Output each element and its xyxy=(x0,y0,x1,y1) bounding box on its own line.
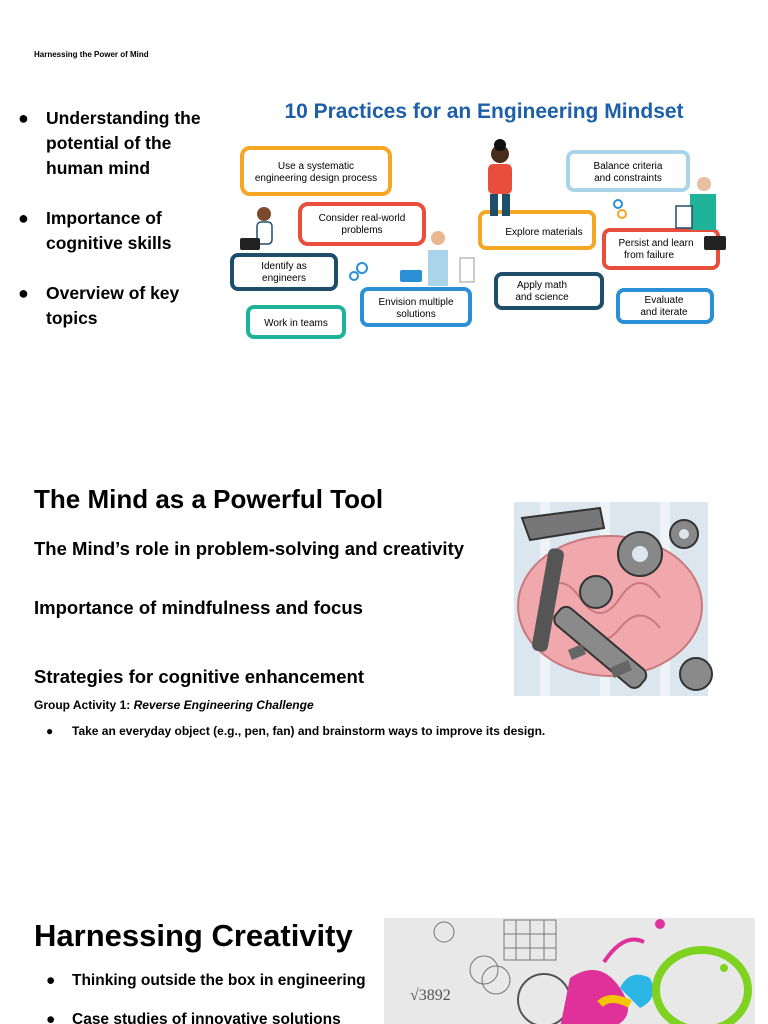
list-item: ● Case studies of innovative solutions xyxy=(46,1011,341,1024)
list-item: ● Understanding the potential of the human mind xyxy=(18,108,201,178)
bullet-icon: ● xyxy=(18,108,29,128)
practice-label: Identify as engineers xyxy=(261,261,307,284)
practice-label: Envision multiple solutions xyxy=(378,297,454,320)
document-header: Harnessing the Power of Mind xyxy=(34,50,149,59)
creativity-illustration xyxy=(384,918,755,1024)
practice-label: Work in teams xyxy=(264,318,328,329)
bullet-icon: ● xyxy=(46,972,56,989)
practice-label: Consider real-world problems xyxy=(318,213,406,236)
intro-bullet-list xyxy=(18,106,228,356)
bullet-icon: ● xyxy=(18,283,29,303)
list-item: ● Importance of cognitive skills xyxy=(18,208,172,253)
practice-label: Use a systematic engineering design process xyxy=(254,161,378,184)
section-subtitle: Importance of mindfulness and focus xyxy=(34,597,363,618)
engineer-illustration-2 xyxy=(488,139,512,216)
practice-label: Persist and learn from failure xyxy=(618,238,694,261)
section-title: The Mind as a Powerful Tool xyxy=(34,484,384,514)
engineering-mindset-infographic xyxy=(228,90,738,350)
engineer-illustration-1 xyxy=(240,207,272,250)
section-title: Harnessing Creativity xyxy=(34,918,353,953)
practice-label: Balance criteria and constraints xyxy=(593,161,663,184)
practice-label: Explore materials xyxy=(505,227,583,238)
list-item: ● Thinking outside the box in engineering xyxy=(46,972,366,989)
section-subtitle: The Mind’s role in problem-solving and creativity xyxy=(34,538,465,559)
bullet-icon: ● xyxy=(46,1011,56,1024)
group-activity-heading: Group Activity 1: Reverse Engineering Challenge xyxy=(34,698,314,712)
list-item: ● Take an everyday object (e.g., pen, fan) and brainstorm ways to improve its design. xyxy=(46,724,546,738)
practice-box xyxy=(604,230,718,268)
practice-label: Apply math and science xyxy=(515,280,569,303)
list-item: ● Overview of key topics xyxy=(18,283,180,328)
brain-tools-illustration xyxy=(500,488,722,710)
practice-box xyxy=(300,204,424,244)
practice-label: Evaluate and iterate xyxy=(640,295,688,318)
section-subtitle: Strategies for cognitive enhancement xyxy=(34,666,365,687)
bullet-icon: ● xyxy=(46,724,54,738)
math-doodle: √3892 xyxy=(410,987,451,1004)
bullet-icon: ● xyxy=(18,208,29,228)
infographic-title: 10 Practices for an Engineering Mindset xyxy=(284,100,684,123)
